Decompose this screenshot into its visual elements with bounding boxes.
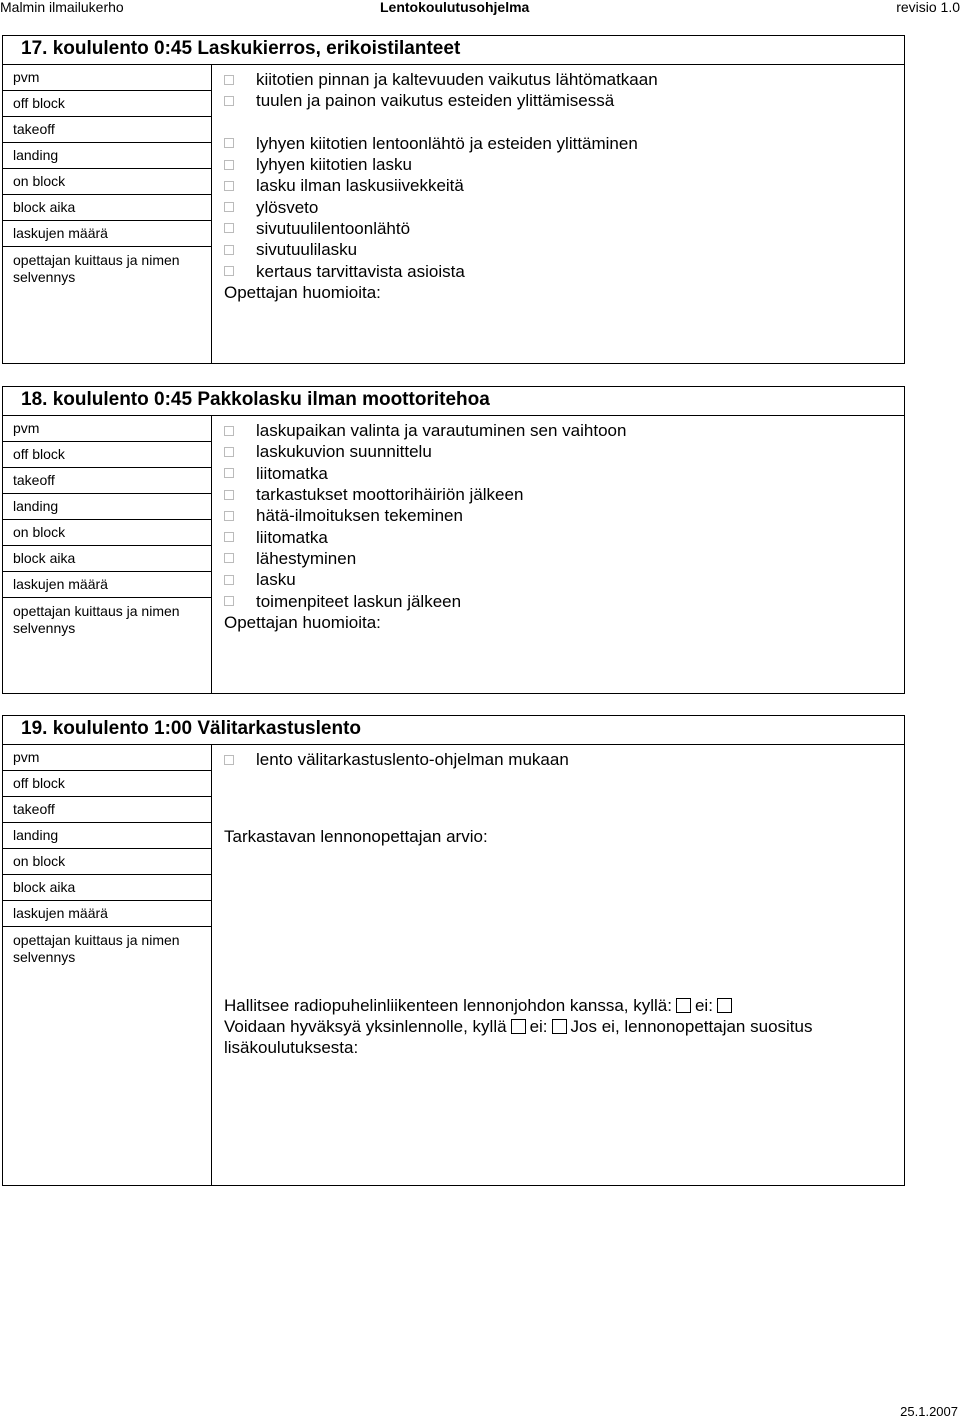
list-item: lasku: [224, 569, 626, 590]
label-off-block: off block: [3, 442, 211, 468]
label-block-aika: block aika: [3, 195, 211, 221]
no-checkbox[interactable]: [717, 998, 732, 1013]
checkbox-icon[interactable]: [224, 575, 234, 585]
label-instructor-signature: opettajan kuittaus ja nimen selvennys: [13, 252, 180, 285]
flight-log-labels: [3, 415, 212, 693]
exercise-list: [212, 64, 904, 363]
page-header: [0, 0, 960, 18]
list-item: hätä-ilmoituksen tekeminen: [224, 505, 626, 526]
instructor-notes-label: Opettajan huomioita:: [224, 612, 381, 632]
checkbox-icon[interactable]: [224, 426, 234, 436]
radio-communication-line: Hallitsee radiopuhelinliikenteen lennonjohdon kanssa, kyllä: ei:: [224, 995, 894, 1016]
no-checkbox[interactable]: [552, 1019, 567, 1034]
list-item: kertaus tarvittavista asioista: [224, 260, 658, 281]
checkbox-icon[interactable]: [224, 266, 234, 276]
checkbox-icon[interactable]: [224, 160, 234, 170]
label-off-block: off block: [3, 91, 211, 117]
organization-name: Malmin ilmailukerho: [0, 0, 124, 15]
revision-label: revisio 1.0: [896, 0, 960, 15]
checkbox-icon[interactable]: [224, 75, 234, 85]
document-title: Lentokoulutusohjelma: [380, 0, 530, 15]
label-landing: landing: [3, 823, 211, 849]
list-item: laskukuvion suunnittelu: [224, 441, 626, 462]
checkbox-icon[interactable]: [224, 553, 234, 563]
list-item: liitomatka: [224, 526, 626, 547]
list-item: toimenpiteet laskun jälkeen: [224, 590, 626, 611]
checkbox-icon[interactable]: [224, 202, 234, 212]
list-item: lyhyen kiitotien lasku: [224, 154, 658, 175]
exercise-list: [212, 744, 904, 1185]
checkbox-icon[interactable]: [224, 596, 234, 606]
list-item: tuulen ja painon vaikutus esteiden ylittämisessä: [224, 90, 658, 111]
list-item: ylösveto: [224, 196, 658, 217]
checkbox-icon[interactable]: [224, 223, 234, 233]
checkbox-icon[interactable]: [224, 96, 234, 106]
label-landing: landing: [3, 143, 211, 169]
label-landing: landing: [3, 494, 211, 520]
checkbox-icon[interactable]: [224, 181, 234, 191]
label-pvm: pvm: [3, 416, 211, 442]
label-on-block: on block: [3, 520, 211, 546]
yes-checkbox[interactable]: [676, 998, 691, 1013]
list-item: liitomatka: [224, 463, 626, 484]
checkbox-icon[interactable]: [224, 511, 234, 521]
list-item: lyhyen kiitotien lentoonlähtö ja esteiden ylittäminen: [224, 133, 658, 154]
checkbox-icon[interactable]: [224, 532, 234, 542]
solo-approval-line: Voidaan hyväksyä yksinlennolle, kyllä ei: Jos ei, lennonopettajan suositus lisäkoulutuksesta:: [224, 1017, 813, 1058]
label-instructor-signature: opettajan kuittaus ja nimen selvennys: [13, 932, 180, 965]
label-off-block: off block: [3, 771, 211, 797]
label-takeoff: takeoff: [3, 797, 211, 823]
label-on-block: on block: [3, 849, 211, 875]
footer-date: 25.1.2007: [900, 1404, 958, 1419]
label-takeoff: takeoff: [3, 117, 211, 143]
checkbox-icon[interactable]: [224, 447, 234, 457]
label-pvm: pvm: [3, 65, 211, 91]
label-laskujen-maara: laskujen määrä: [3, 221, 211, 247]
instructor-notes-label: Opettajan huomioita:: [224, 282, 381, 302]
checkbox-icon[interactable]: [224, 138, 234, 148]
section-title: 19. koululento 1:00 Välitarkastuslento: [21, 718, 361, 739]
label-on-block: on block: [3, 169, 211, 195]
flight-log-labels: [3, 64, 212, 363]
list-item: lento välitarkastuslento-ohjelman mukaan: [224, 749, 894, 770]
checkbox-icon[interactable]: [224, 245, 234, 255]
flight-log-labels: [3, 744, 212, 1185]
checkbox-icon[interactable]: [224, 490, 234, 500]
section-title: 18. koululento 0:45 Pakkolasku ilman moottoritehoa: [21, 389, 490, 410]
list-item: lasku ilman laskusiivekkeitä: [224, 175, 658, 196]
checkbox-icon[interactable]: [224, 468, 234, 478]
label-laskujen-maara: laskujen määrä: [3, 901, 211, 927]
list-item: sivutuulilasku: [224, 239, 658, 260]
list-item: tarkastukset moottorihäiriön jälkeen: [224, 484, 626, 505]
yes-checkbox[interactable]: [511, 1019, 526, 1034]
list-item: laskupaikan valinta ja varautuminen sen vaihtoon: [224, 420, 626, 441]
label-block-aika: block aika: [3, 546, 211, 572]
section-19: [2, 715, 905, 1186]
label-laskujen-maara: laskujen määrä: [3, 572, 211, 598]
list-item: kiitotien pinnan ja kaltevuuden vaikutus lähtömatkaan: [224, 69, 658, 90]
section-18: [2, 386, 905, 694]
checkbox-icon[interactable]: [224, 755, 234, 765]
label-block-aika: block aika: [3, 875, 211, 901]
section-17: [2, 35, 905, 364]
list-item: lähestyminen: [224, 548, 626, 569]
label-instructor-signature: opettajan kuittaus ja nimen selvennys: [13, 603, 180, 636]
label-takeoff: takeoff: [3, 468, 211, 494]
section-title: 17. koululento 0:45 Laskukierros, erikoistilanteet: [21, 38, 461, 59]
label-pvm: pvm: [3, 745, 211, 771]
list-item: sivutuulilentoonlähtö: [224, 218, 658, 239]
assessment-label: Tarkastavan lennonopettajan arvio:: [224, 827, 488, 847]
exercise-list: [212, 415, 904, 693]
